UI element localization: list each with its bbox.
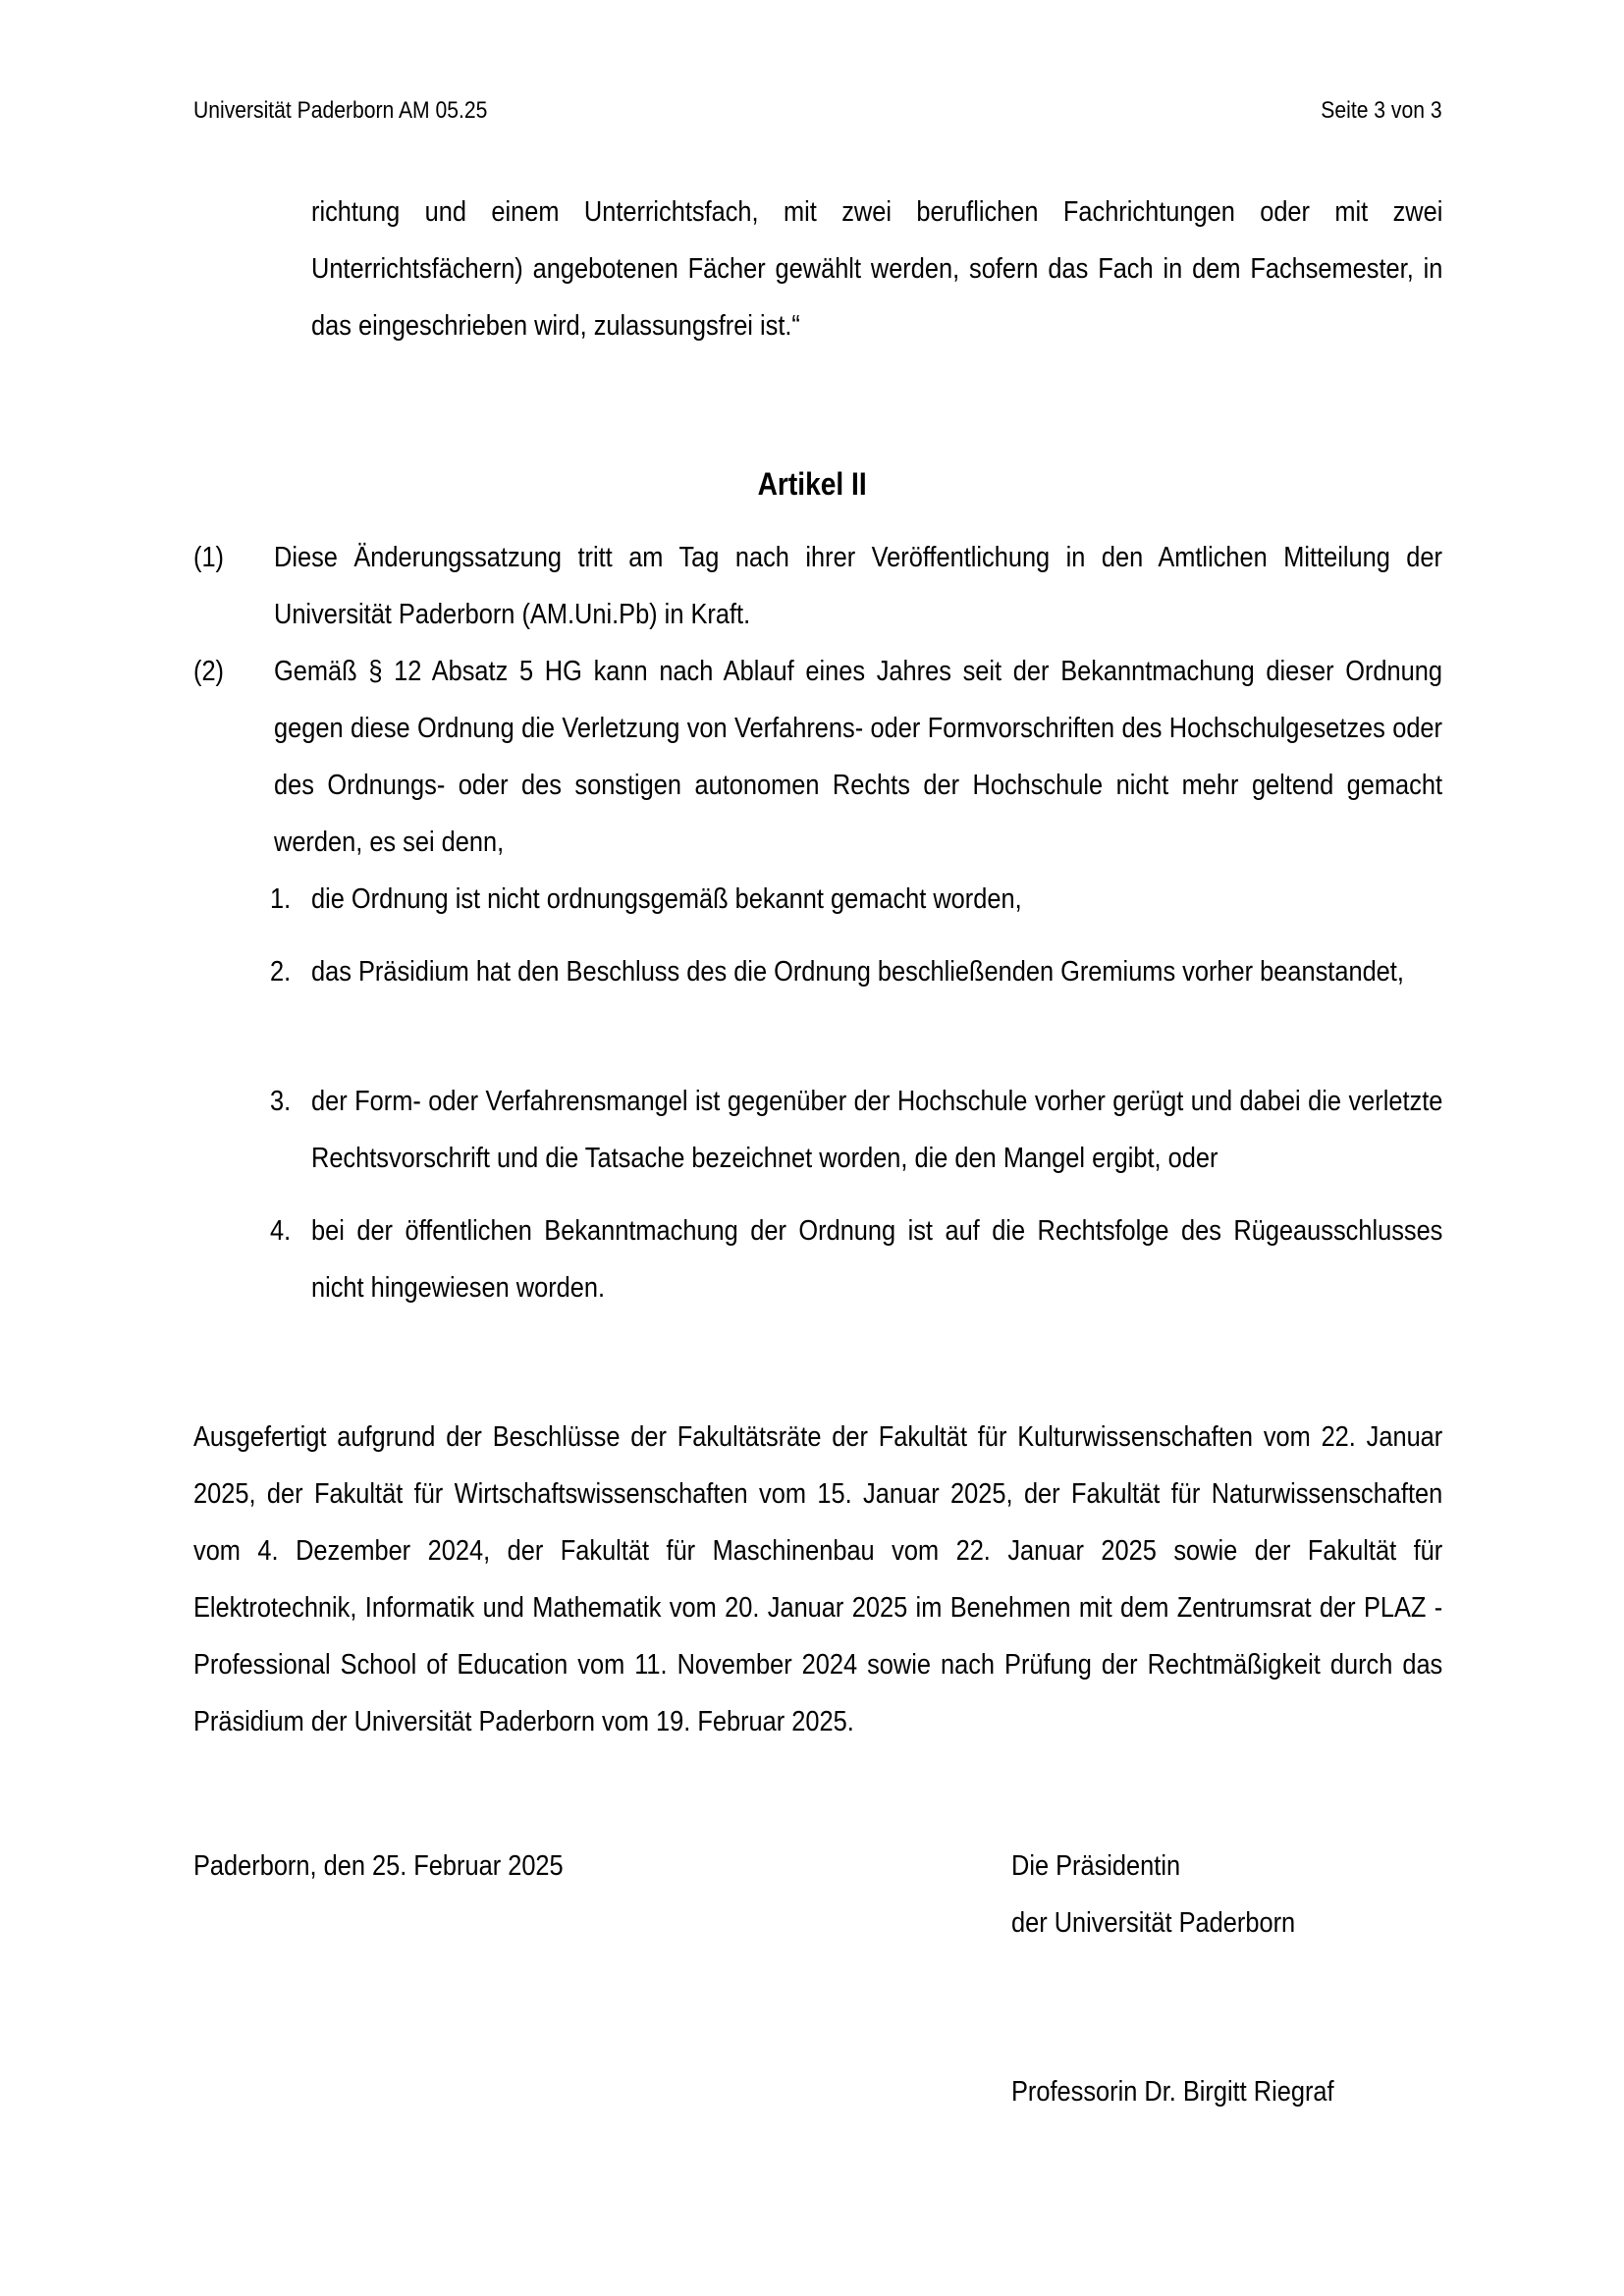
article-heading	[0, 458, 1624, 509]
paragraph-2	[193, 643, 1442, 871]
list-item-number: 2.	[270, 956, 292, 988]
paragraph-number: (1)	[193, 542, 225, 573]
paragraph-text: Diese Änderungssatzung tritt am Tag nach ihrer Veröffentlichung in den Amtlichen Mitteilung der Universität Paderborn (AM.Uni.Pb) in Kraft.	[274, 542, 1442, 630]
list-item-text: bei der öffentlichen Bekanntmachung der Ordnung ist auf die Rechtsfolge des Rügeausschlusses nicht hingewiesen worden.	[311, 1215, 1443, 1304]
paragraph-number: (2)	[193, 656, 225, 687]
paragraph-1	[193, 529, 1442, 643]
header-page-number: Seite 3 von 3	[1321, 97, 1442, 124]
signatory-name: Professorin Dr. Birgitt Riegraf	[1011, 2076, 1334, 2108]
closing-paragraph	[193, 1409, 1442, 1750]
signature-block	[1011, 1838, 1335, 1951]
signatory	[1011, 2063, 1380, 2120]
place-date-text: Paderborn, den 25. Februar 2025	[193, 1850, 564, 1882]
continuation-paragraph	[311, 184, 1442, 354]
continuation-text: richtung und einem Unterrichtsfach, mit zwei beruflichen Fachrichtungen oder mit zwei Unterrichtsfächern) angebotenen Fächer gewählt werden, sofern das Fach in dem Fachsemester, in das eingeschrieben wird, zulassungsfrei ist.“	[311, 196, 1443, 342]
header-publication: Universität Paderborn AM 05.25	[193, 97, 488, 124]
article-heading-text: Artikel II	[757, 466, 867, 502]
list-item-number: 1.	[270, 883, 292, 915]
place-date	[193, 1838, 616, 1895]
list-item-text: das Präsidium hat den Beschluss des die Ordnung beschließenden Gremiums vorher beanstandet,	[311, 956, 1404, 988]
closing-text: Ausgefertigt aufgrund der Beschlüsse der Fakultätsräte der Fakultät für Kulturwissenschaften vom 22. Januar 2025, der Fakultät für Wirtschaftswissenschaften vom 15. Januar 2025, der Fakultät für Naturwissenschaften vom 4. Dezember 2024, der Fakultät für Maschinenbau vom 22. Januar 2025 sowie der Fakultät für Elektrotechnik, Informatik und Mathematik vom 20. Januar 2025 im Benehmen mit dem Zentrumsrat der PLAZ - Professional School of Education vom 11. November 2024 sowie nach Prüfung der Rechtmäßigkeit durch das Präsidium der Universität Paderborn vom 19. Februar 2025.	[193, 1421, 1443, 1737]
list-item-number: 3.	[270, 1086, 292, 1117]
list-item-text: die Ordnung ist nicht ordnungsgemäß bekannt gemacht worden,	[311, 883, 1022, 915]
signature-institution: der Universität Paderborn	[1011, 1907, 1296, 1939]
list-item-number: 4.	[270, 1215, 292, 1247]
paragraph-text: Gemäß § 12 Absatz 5 HG kann nach Ablauf eines Jahres seit der Bekanntmachung dieser Ordnung gegen diese Ordnung die Verletzung von Verfahrens- oder Formvorschriften des Hochschulgesetzes oder des Ordnungs- oder des sonstigen autonomen Rechts der Hochschule nicht mehr geltend gemacht werden, es sei denn,	[274, 656, 1442, 858]
page-header	[193, 97, 1442, 131]
signature-title: Die Präsidentin	[1011, 1850, 1181, 1882]
list-item-text: der Form- oder Verfahrensmangel ist gegenüber der Hochschule vorher gerügt und dabei die verletzte Rechtsvorschrift und die Tatsache bezeichnet worden, die den Mangel ergibt, oder	[311, 1086, 1443, 1174]
